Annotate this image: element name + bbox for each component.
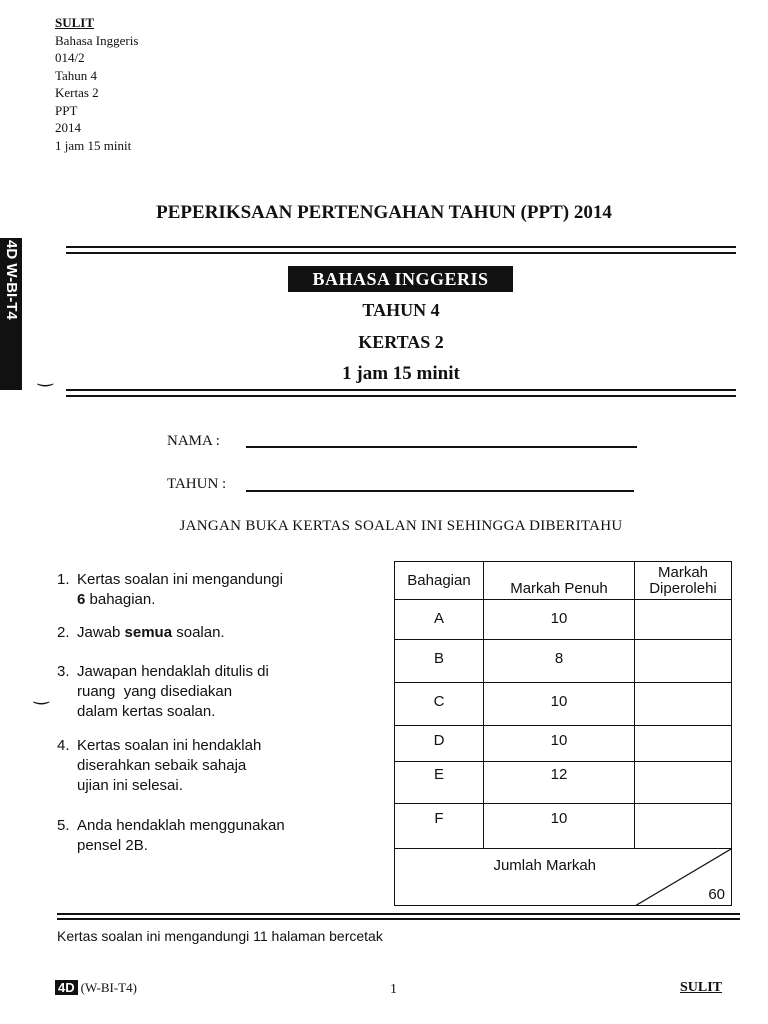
divider <box>57 918 740 920</box>
total-label: Jumlah Markah <box>395 849 635 906</box>
pages-note: Kertas soalan ini mengandungi 11 halaman bercetak <box>57 928 383 944</box>
marks-table <box>394 561 732 906</box>
punch-mark: ‿ <box>38 366 53 386</box>
page-number: 1 <box>390 982 397 997</box>
side-tab-label: 4D W-BI-T4 <box>3 240 20 320</box>
score-cell[interactable] <box>635 640 732 683</box>
duration-heading: 1 jam 15 minit <box>342 363 460 384</box>
table-row: E 12 <box>395 762 732 804</box>
paper-number: Kertas 2 <box>55 85 99 100</box>
instruction-line: 6 bahagian. <box>77 591 156 608</box>
instruction-item: 3. Jawapan hendaklah ditulis di ruang yang disediakan dalam kertas soalan. <box>57 663 269 720</box>
subject-name: Bahasa Inggeris <box>55 32 139 48</box>
total-row <box>395 849 732 906</box>
score-cell[interactable] <box>635 762 732 804</box>
exam-duration: 1 jam 15 minit <box>55 137 132 153</box>
nama-input-line[interactable] <box>246 446 637 448</box>
total-value: 60 <box>708 886 725 903</box>
tahun-input-line[interactable] <box>246 490 634 492</box>
divider <box>66 395 736 397</box>
table-header-row <box>395 562 732 600</box>
header-markah-penuh: Markah Penuh <box>484 562 635 600</box>
instruction-item: 1. Kertas soalan ini mengandungi 6 bahagian. <box>57 571 283 608</box>
table-row: F 10 <box>395 804 732 849</box>
divider <box>66 252 736 254</box>
header-markah-diperolehi: Markah Diperolehi <box>635 562 732 600</box>
tahun-heading: TAHUN 4 <box>362 300 440 320</box>
total-cell <box>635 849 732 906</box>
subject-code: 014/2 <box>55 50 85 65</box>
subject-box: BAHASA INGGERIS <box>288 266 513 292</box>
table-row: B 8 <box>395 640 732 683</box>
code-text: (W-BI-T4) <box>80 980 137 995</box>
score-cell[interactable] <box>635 726 732 762</box>
header-info <box>55 14 138 154</box>
sulit-label: SULIT <box>55 15 95 30</box>
exam-year: 2014 <box>55 120 81 135</box>
instruction-item: 2. Jawab semua soalan. <box>57 624 225 641</box>
nama-label: NAMA : <box>167 433 220 449</box>
punch-mark: ‿ <box>34 684 49 704</box>
score-cell[interactable] <box>635 683 732 726</box>
exam-name: PPT <box>55 102 78 118</box>
table-row: C 10 <box>395 683 732 726</box>
divider <box>57 913 740 915</box>
footer-code <box>55 980 137 996</box>
header-bahagian: Bahagian <box>395 562 484 600</box>
sulit-footer: SULIT <box>680 980 723 995</box>
kertas-heading: KERTAS 2 <box>358 332 444 352</box>
instruction-item: 4. Kertas soalan ini hendaklah diserahkan sebaik sahaja ujian ini selesai. <box>57 737 262 794</box>
table-row: A 10 <box>395 600 732 640</box>
table-row: D 10 <box>395 726 732 762</box>
warning-text: JANGAN BUKA KERTAS SOALAN INI SEHINGGA DIBERITAHU <box>179 518 623 534</box>
year-level: Tahun 4 <box>55 67 98 83</box>
instruction-item: 5. Anda hendaklah menggunakan pensel 2B. <box>57 817 285 854</box>
divider <box>66 389 736 391</box>
score-cell[interactable] <box>635 600 732 640</box>
page-title: PEPERIKSAAN PERTENGAHAN TAHUN (PPT) 2014 <box>156 202 612 223</box>
score-cell[interactable] <box>635 804 732 849</box>
divider <box>66 246 736 248</box>
code-box: 4D <box>55 980 78 995</box>
tahun-label: TAHUN : <box>167 476 227 492</box>
